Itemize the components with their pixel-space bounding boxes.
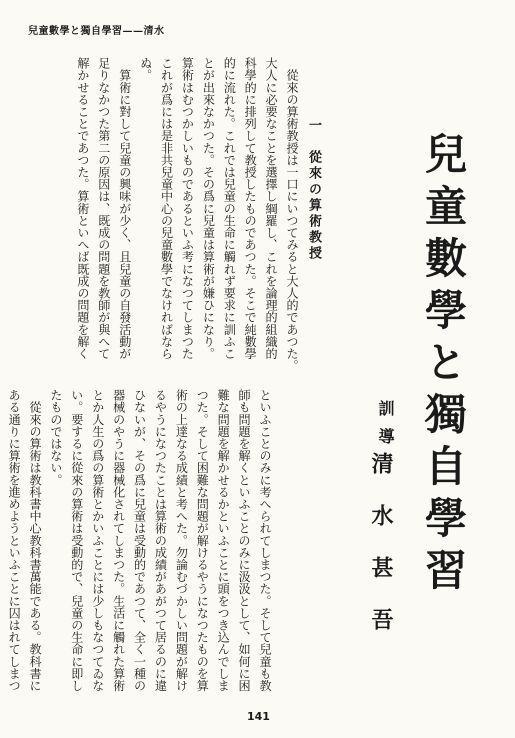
- text-line: 從來の算術教授は一口にいつてみると大人的であつた。: [285, 57, 299, 372]
- lower-text-block: [3, 389, 275, 709]
- text-line: 算術はむつかしいものであるといふ考になつてしまつた: [180, 57, 195, 360]
- text-line: 的に流れた。これでは兒童の生命に觸れず要求に訓ふこ: [222, 57, 237, 360]
- running-header: 兒童數學と獨自學習——清水: [28, 26, 165, 37]
- text-line: といふことのみに考へられてしまつた。そして兒童も教: [258, 389, 272, 692]
- author-name: 清水甚吾: [368, 452, 394, 660]
- upper-text-block: [72, 57, 302, 377]
- text-line: とが出來なかつた。その爲に兒童は算術が嫌ひになり。: [201, 57, 216, 360]
- text-line: ある通りに算術を進めようといふことに囚はれてしまつ: [7, 389, 22, 692]
- section-heading: 一 從來の算術教授: [306, 118, 321, 262]
- text-line: 科學的に排列して教授したものであつた。そこで純數學: [243, 57, 258, 360]
- text-line: 足りなかつた第二の原因は、既成の問題を教師が與へて: [96, 57, 111, 360]
- text-line: とか人生の爲の算術とかいふことには少しもなつてゐな: [90, 389, 105, 692]
- text-line: 從來の算術は教科書中心教科書萬能である。教科書に: [28, 389, 43, 692]
- text-line: ぬ。: [138, 57, 153, 82]
- text-line: 解かせることであつた。算術といへば既成の問題を解く: [75, 57, 90, 360]
- text-line: たものではない。: [48, 389, 63, 486]
- text-line: 難な問題を解かせるかといふことに頭をつき込んでしま: [216, 389, 231, 692]
- text-line: い。要するに從來の算術は受動的で、兒童の生命に即し: [69, 389, 84, 692]
- text-line: 術の上達なる成績と考へた。勿論むづかしい問題が解け: [174, 389, 189, 692]
- text-line: 器械のやうに器械化されてしまつた。生活に觸れた算術: [111, 389, 126, 692]
- author-role: 訓導: [376, 400, 395, 456]
- text-line: 師も問題を解くといふことのみに汲汲として、如何に困: [237, 389, 252, 692]
- text-line: これが爲には是非共兒童中心の兒童數學でなければなら: [159, 57, 174, 360]
- page-number: 141: [247, 710, 270, 723]
- text-line: るやうになつたことは算術の成績があがつて居るのに違: [153, 389, 168, 692]
- text-line: 大人に必要なことを選擇し綱羅し、これを論理的組織的: [264, 57, 279, 360]
- article-title: 兒童數學と獨自學習: [419, 132, 468, 600]
- text-line: 算術に對して兒童の興味が少く、且兒童の自發活動が: [117, 57, 132, 360]
- text-line: つた。そして困難な問題が解けるやうになつたものを算: [195, 389, 210, 692]
- text-line: ひないが、その爲に兒童は受動的であつて、全く一種の: [132, 389, 147, 692]
